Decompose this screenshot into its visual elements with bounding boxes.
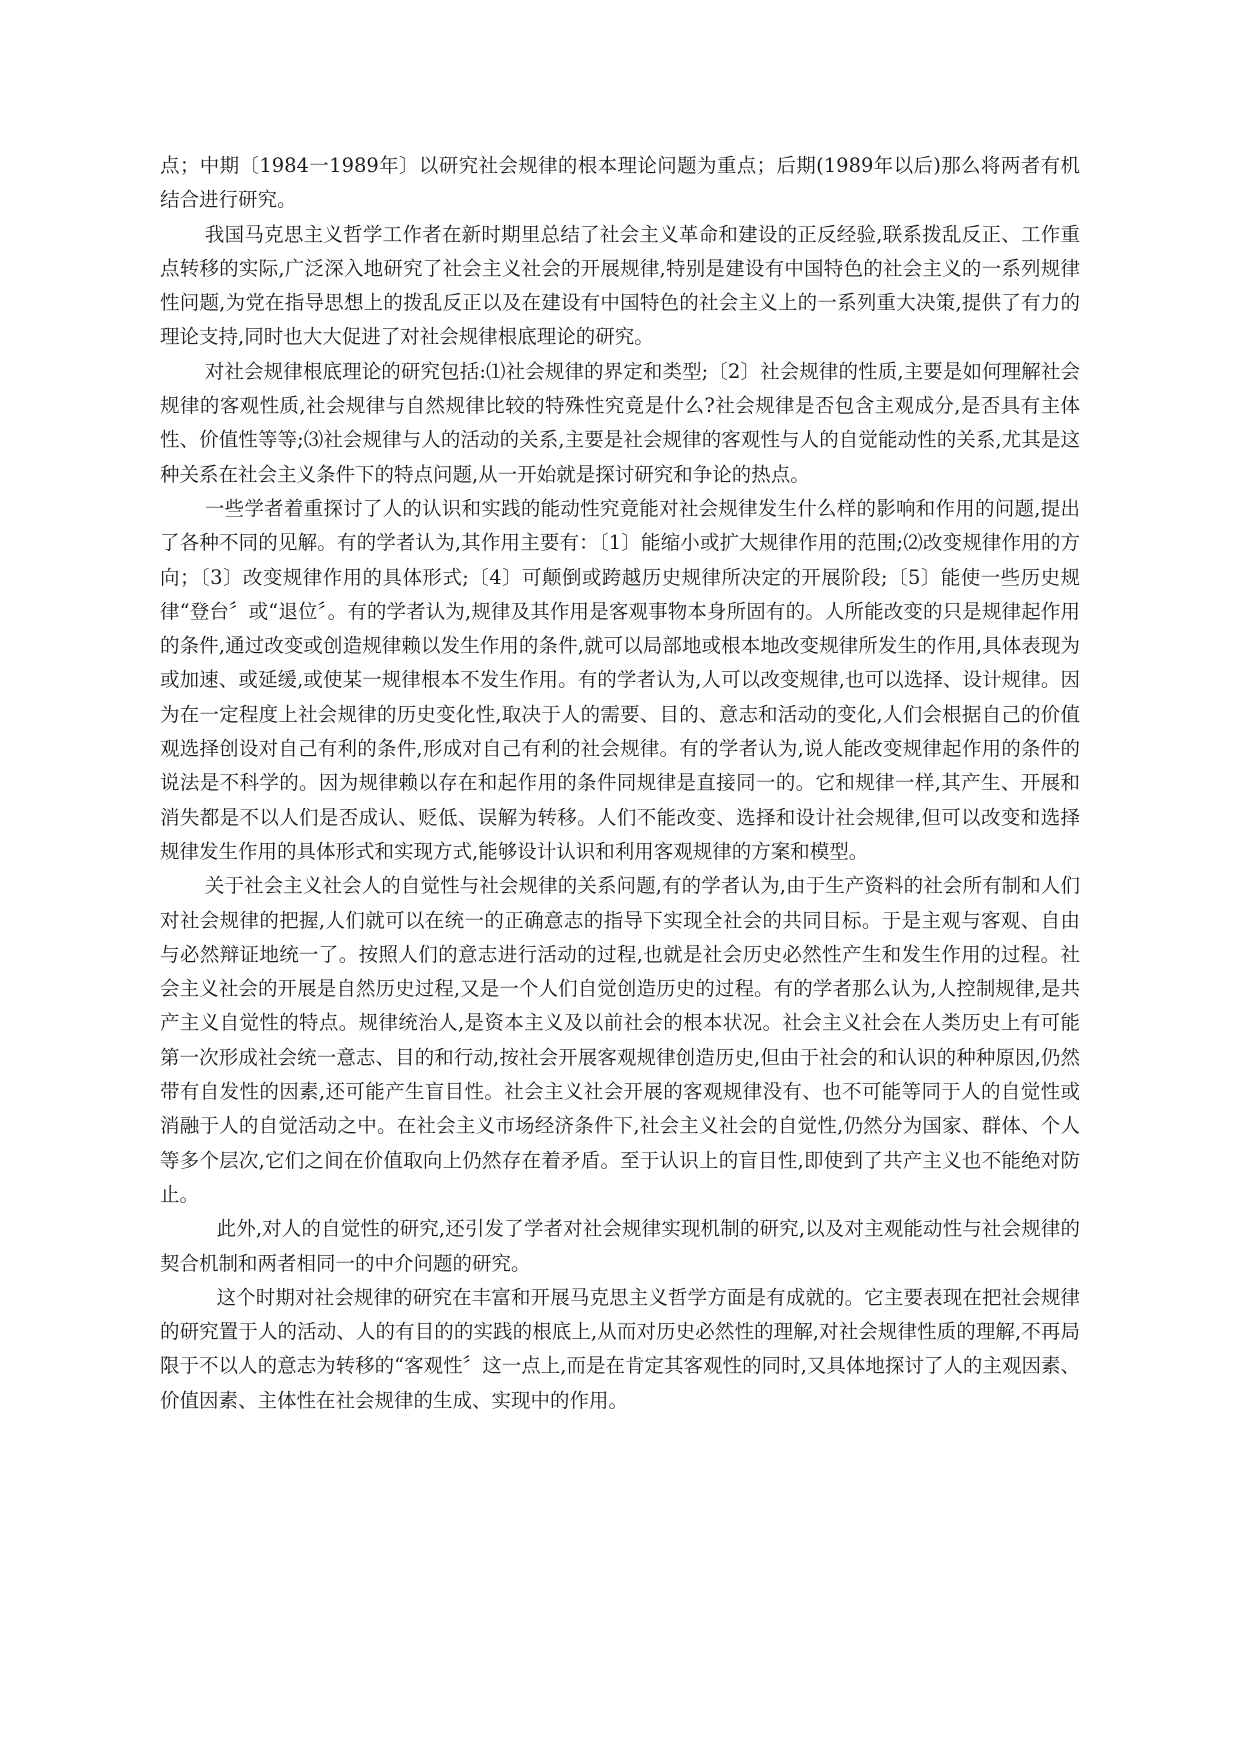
- paragraph-mechanism-research: 此外,对人的自觉性的研究,还引发了学者对社会规律实现机制的研究,以及对主观能动性与社会规律的契合机制和两者相同一的中介问题的研究。: [160, 1217, 1080, 1275]
- paragraph-period-achievements: 这个时期对社会规律的研究在丰富和开展马克思主义哲学方面是有成就的。它主要表现在把社会规律的研究置于人的活动、人的有目的的实践的根底上,从而对历史必然性的理解,对社会规律性质的理解,不再局限于不以人的意志为转移的“客观性〞这一点上,而是在肯定其客观性的同时,又具体地探讨了人的主观因素、价值因素、主体性在社会规律的生成、实现中的作用。: [160, 1285, 1080, 1412]
- paragraph-basic-theory-scope: 对社会规律根底理论的研究包括:⑴社会规律的界定和类型;〔2〕社会规律的性质,主要是如何理解社会规律的客观性质,社会规律与自然规律比较的特殊性究竟是什么?社会规律是否包含主观成分,是否具有主体性、价值性等等;⑶社会规律与人的活动的关系,主要是社会规律的客观性与人的自觉能动性的关系,尤其是这种关系在社会主义条件下的特点问题,从一开始就是探讨研究和争论的热点。: [160, 359, 1080, 486]
- paragraph-human-agency-views: 一些学者着重探讨了人的认识和实践的能动性究竟能对社会规律发生什么样的影响和作用的问题,提出了各种不同的见解。有的学者认为,其作用主要有：〔1〕能缩小或扩大规律作用的范围;⑵改变规律作用的方向；〔3〕改变规律作用的具体形式;〔4〕可颠倒或跨越历史规律所决定的开展阶段;〔5〕能使一些历史规律“登台〞或“退位〞。有的学者认为,规律及其作用是客观事物本身所固有的。人所能改变的只是规律起作用的条件,通过改变或创造规律赖以发生作用的条件,就可以局部地或根本地改变规律所发生的作用,具体表现为或加速、或延缓,或使某一规律根本不发生作用。有的学者认为,人可以改变规律,也可以选择、设计规律。因为在一定程度上社会规律的历史变化性,取决于人的需要、目的、意志和活动的变化,人们会根据自己的价值观选择创设对自己有利的条件,形成对自己有利的社会规律。有的学者认为,说人能改变规律起作用的条件的说法是不科学的。因为规律赖以存在和起作用的条件同规律是直接同一的。它和规律一样,其产生、开展和消失都是不以人们是否成认、贬低、误解为转移。人们不能改变、选择和设计社会规律,但可以改变和选择规律发生作用的具体形式和实现方式,能够设计认识和利用客观规律的方案和模型。: [160, 496, 1080, 863]
- paragraph-continuation: 点；中期〔1984一1989年〕以研究社会规律的根本理论问题为重点；后期(1989年以后)那么将两者有机结合进行研究。: [160, 154, 1080, 212]
- paragraph-new-period-summary: 我国马克思主义哲学工作者在新时期里总结了社会主义革命和建设的正反经验,联系拨乱反正、工作重点转移的实际,广泛深入地研究了社会主义社会的开展规律,特别是建设有中国特色的社会主义的一系列规律性问题,为党在指导思想上的拨乱反正以及在建设有中国特色的社会主义上的一系列重大决策,提供了有力的理论支持,同时也大大促进了对社会规律根底理论的研究。: [160, 222, 1080, 349]
- document-body: [160, 149, 1080, 1418]
- paragraph-socialist-consciousness: 关于社会主义社会人的自觉性与社会规律的关系问题,有的学者认为,由于生产资料的社会所有制和人们对社会规律的把握,人们就可以在统一的正确意志的指导下实现全社会的共同目标。于是主观与客观、自由与必然辩证地统一了。按照人们的意志进行活动的过程,也就是社会历史必然性产生和发生作用的过程。社会主义社会的开展是自然历史过程,又是一个人们自觉创造历史的过程。有的学者那么认为,人控制规律,是共产主义自觉性的特点。规律统治人,是资本主义及以前社会的根本状况。社会主义社会在人类历史上有可能第一次形成社会统一意志、目的和行动,按社会开展客观规律创造历史,但由于社会的和认识的种种原因,仍然带有自发性的因素,还可能产生盲目性。社会主义社会开展的客观规律没有、也不可能等同于人的自觉性或消融于人的自觉活动之中。在社会主义市场经济条件下,社会主义社会的自觉性,仍然分为国家、群体、个人等多个层次,它们之间在价值取向上仍然存在着矛盾。至于认识上的盲目性,即使到了共产主义也不能绝对防止。: [160, 874, 1080, 1206]
